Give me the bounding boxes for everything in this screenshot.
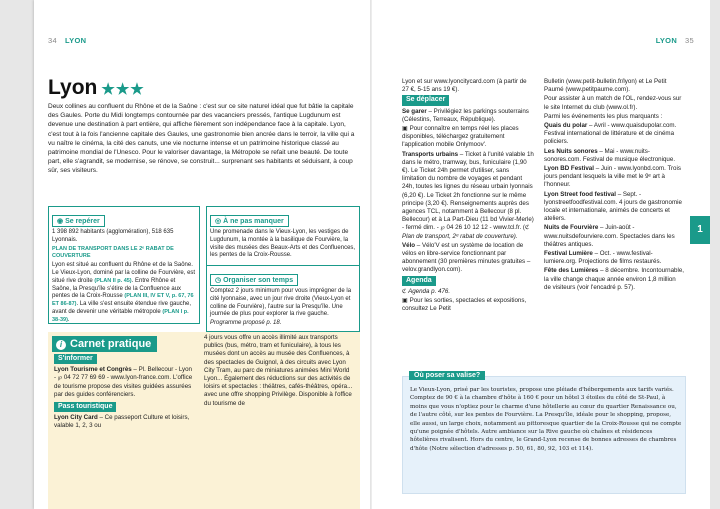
chapter-tab: 1 [690,216,710,244]
info-icon: i [56,340,66,350]
transports-text: Transports urbains – Ticket à l'unité valable 1h dans le métro, tramway, bus, funiculaire (1,90 €). Le Ticket 24h permet d'utiliser, sans limitation du nombre de voyages et pendant 24h, toutes les lignes du réseau urbain lyonnais (6,20 €). Le Ticket 2h fonctionne sur le même principe (3,20 €). Renseignements auprès des agences TCL, notamment à Bellecour (8 pl. Bellecour) et à La Part-Dieu (11 bd Vivier-Merle) - fermé dim. - ℘ 04 26 10 12 12 - www.tcl.fr. (ℭ Plan de transport, 2ᵉ rabat de couverture). [402,150,534,240]
manquer-box [206,206,360,266]
manquer-text: Une promenade dans le Vieux-Lyon, les vestiges de Lugdunum, la montée à la basilique de Fourvière, la visite des musées des Beaux-Arts et des Confluences, les pentes de la Croix-Rousse. [210,229,356,259]
event-item: Les Nuits sonores – Mai - www.nuits-sonores.com. Festival de musique électronique. [544,147,676,163]
page-number-right: 35 [685,36,694,45]
right-col1 [402,78,534,314]
organiser-text: Comptez 2 jours minimum pour vous imprégner de la cité lyonnaise, avec un jour rive droite (Vieux-Lyon et colline de Fourvière), l'autre sur la Presqu'île. Une journée de plus pour explorer la rive gauche. [210,288,352,318]
ol-text: Pour assister à un match de l'OL, rendez-vous sur le site Internet du club (www.ol.fr). [544,95,682,111]
pass-heading: Pass touristique [54,402,116,412]
intro-paragraph: Deux collines au confluent du Rhône et de la Saône : c'est sur ce site naturel idéal que fut bâtie la capitale des Gaules. Porte du Midi longtemps contournée par des vacanciers pressés, l'antique Lugdunum est devenue une destination à part entière, qui affiche fièrement son indépendance face à la capitale. Lyon, c'est tout à la fois l'ancienne capitale des Gaules, une gastronomie bien ancrée dans le terroir, la ville qui a vu naître le cinéma, la cité des canuts, une vie nocturne intense et un patrimoine historique classé au patrimoine mondial de l'Unesco. Pour le valoriser davantage, la Métropole se refait une beauté. De toute part, elle s'agrandit, se modernise, se rénove, se construit... surprenant ses habitants et séduisant, à coup sûr, ses visiteurs. [48,103,355,175]
garer-text: Se garer – Privilégiez les parkings souterrains (Célestins, Terreaux, République). [402,107,529,123]
citycard-info: Lyon et sur www.lyoncitycard.com (à partir de 27 €, 5-15 ans 19 €). [402,78,527,94]
plan-reference: PLAN DE TRANSPORT DANS LE 2ᵉ RABAT DE COUVERTURE [52,245,174,260]
event-item: Lyon BD Festival – Juin - www.lyonbd.com. Trois jours pendant lesquels la ville met le 9ᵉ art à l'honneur. [544,165,681,189]
event-item: Lyon Street food festival – Sept. - lyonstreetfoodfestival.com. 4 jours de gastronomie locale et internationale, animés de concerts et ateliers. [544,190,682,223]
valise-title: Où poser sa valise? [409,371,485,380]
pass-text: Lyon City Card – Ce passeport Culture et loisirs, valable 1, 2, 3 ou [54,414,190,430]
valise-text: Le Vieux-Lyon, prisé par les touristes, propose une pléiade d'hébergements aux tarifs variés. Comptez de 90 € à la chambre d'hôte à 160 € pour un hôtel 3 étoiles du côté de St-Paul, à moins que vous n'optiez pour le charme d'une hôtellerie au cœur du quartier Renaissance ou, de l'autre côté, sur les pentes de Fourvière. La Presqu'île, idéale pour le shopping, propose, elle aussi, un large choix, notamment au pittoresque quartier de la Croix-Rousse qui ne compte qu'une poignée d'hôtels. Autre ambiance sur la Rive gauche où chaînes et résidences hôtelières rivalisent. Hors du centre, le Grand-Lyon recense de bonnes adresses de chambres d'hôte (Notre sélection d'adresses p. 50, 61, 80, 92, 103 et 114). [410,387,682,452]
running-title-left: LYON [64,36,87,45]
carnet-title: i Carnet pratique [52,336,157,352]
running-title-right: LYON [655,36,678,45]
manquer-heading: ◎ À ne pas manquer [210,215,289,227]
population-text: 1 398 892 habitants (agglomération), 518 635 Lyonnais. [52,229,174,243]
organiser-box [206,266,360,332]
city-title: Lyon [48,76,98,99]
carnet-col2: 4 jours vous offre un accès illimité aux transports publics (bus, métro, tram et funiculaire), à tous les musées dont un accès au musée des Confluences, à des spectacles de Guignol, à des circuits avec Lyon City Tram, au parc de miniatures animées Mini World Lyon... Également des réductions sur des activités de loisirs et spectacles : théâtres, cafés-théâtres, opéra... avec une offre shopping Privilège. Disponible à l'office du tourisme de [204,334,353,407]
organiser-heading: ◷ Organiser son temps [210,274,298,286]
event-item: Fête des Lumières – 8 décembre. Incontournable, la ville change chaque année environ 1,8 million de visiteurs (voir l'encadré p. 57). [544,267,684,291]
reperer-heading: ◉ Se repérer [52,215,105,227]
deplacer-heading: Se déplacer [402,95,449,105]
programme-ref: Programme proposé p. 18. [210,320,282,327]
reperer-box [48,206,200,324]
guide-icon: ℭ [524,224,530,232]
page-number-left: 34 [48,36,57,45]
right-col2 [544,78,684,293]
running-head-left [48,36,86,45]
events-intro: Parmi les événements les plus marquants : [544,112,663,120]
right-page [372,0,710,509]
page-title [48,76,145,100]
running-head-right [656,36,694,45]
agenda-ref: ℭ Agenda p. 476. [402,287,451,295]
informer-heading: S'informer [54,354,97,364]
garer-app-text: ▣ Pour connaître en temps réel les places disponibles, téléchargez gratuitement l'application mobile Onlymoov'. [402,125,519,149]
office-tourisme: Lyon Tourisme et Congrès – Pl. Bellecour - Lyon - ℘ 04 72 77 69 69 - www.lyon-france.com. L'office de tourisme propose des visites guidées assurées par des guides conférenciers. [54,366,193,398]
reperer-text: Lyon est situé au confluent du Rhône et de la Saône. Le Vieux-Lyon, dominé par la colline de Fourvière, est situé rive droite (PLAN II p. 45). Entre Rhône et Saône, la Presqu'île s'étire de la Confluence aux pentes de la Croix-Rousse (PLAN III, IV ET V, p. 67, 76 ET 86-87). La ville s'est ensuite étendue rive gauche, avant de devenir une véritable métropole (PLAN I p. 38-39). [52,262,196,323]
rating-stars: ★★★ [101,81,145,98]
event-item: Nuits de Fourvière – Juin-août - www.nuitsdefourviere.com. Spectacles dans les théâtres antiques. [544,224,675,248]
event-item: Festival Lumière – Oct. - www.festival-lumiere.org. Projections de films restaurés. [544,250,662,266]
carnet-pratique [48,332,360,509]
valise-box [402,372,686,494]
bulletin-text: Bulletin (www.petit-bulletin.fr/lyon) et Le Petit Paumé (www.petitpaume.com). [544,78,667,94]
event-item: Quais du polar – Avril - www.quaisdupolar.com. Festival international de littérature et de cinéma policiers. [544,122,677,146]
events-list [544,122,684,292]
velo-text: Vélo – Vélo'V est un système de location de vélos en libre-service fonctionnant par abonnement (30 premières minutes gratuites – velov.grandlyon.com). [402,241,531,274]
app-icon: ▣ [402,125,410,133]
left-page [34,0,372,509]
agenda-heading: Agenda [402,276,436,286]
agenda-text: ▣ Pour les sorties, spectacles et expositions, consultez Le Petit [402,297,527,313]
